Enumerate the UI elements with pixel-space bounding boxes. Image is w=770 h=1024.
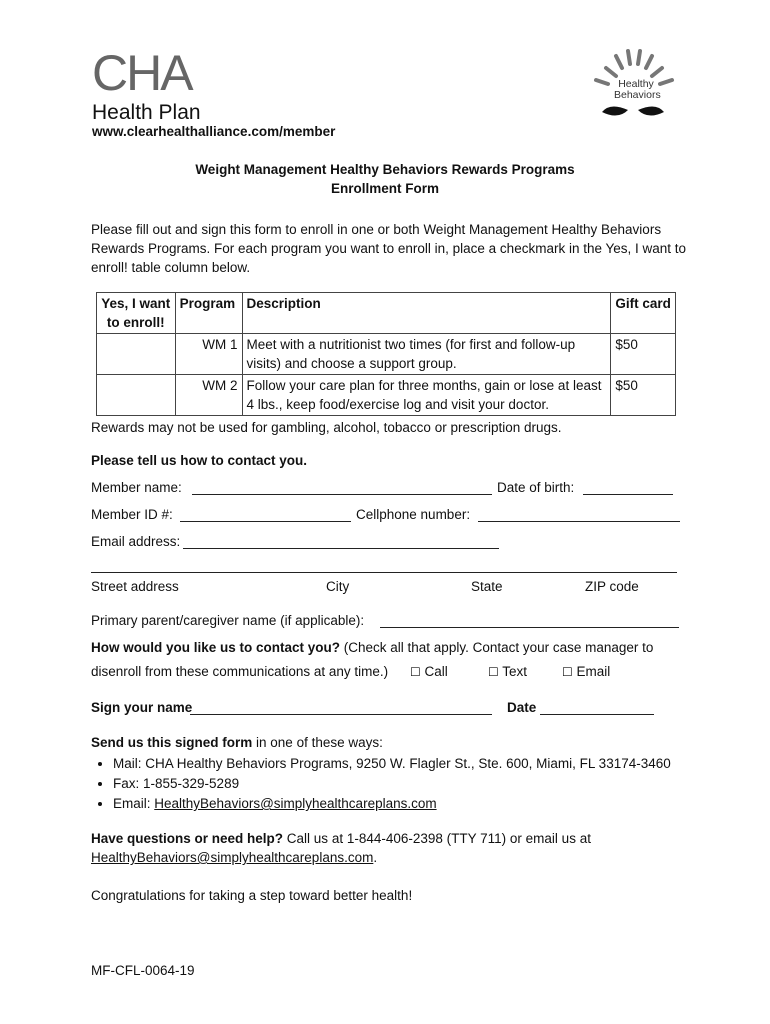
send-heading-line [91,733,383,752]
text-checkbox-icon[interactable]: ☐ [488,665,499,679]
member-name-field[interactable] [192,494,492,495]
send-methods-list [91,754,671,814]
col-header-enroll: Yes, I want to enroll! [97,293,176,334]
send-email-link[interactable]: HealthyBehaviors@simplyhealthcareplans.com [154,796,437,811]
parent-label: Primary parent/caregiver name (if applicable): [91,613,365,628]
sign-date-field[interactable] [540,714,654,715]
email-label: Email address: [91,534,181,549]
state-label: State [471,579,503,594]
email-option[interactable] [562,662,610,682]
sign-label: Sign your name [91,700,193,715]
sign-date-label: Date [507,700,537,715]
email-checkbox-icon[interactable]: ☐ [562,665,573,679]
col-header-description: Description [242,293,611,334]
call-option-label: Call [424,664,448,679]
help-email-link[interactable]: HealthyBehaviors@simplyhealthcareplans.com [91,850,374,865]
gift-cell: $50 [611,334,676,375]
table-header-row [97,293,676,334]
health-plan-logo-text: Health Plan [92,101,201,124]
contact-heading: Please tell us how to contact you. [91,453,308,468]
send-email-label: Email: [113,796,155,811]
cha-logo: CHA [92,45,192,101]
gift-cell: $50 [611,375,676,416]
email-option-label: Email [576,664,611,679]
help-email-line [91,848,377,867]
send-heading-rest: in one of these ways: [252,735,383,750]
send-heading: Send us this signed form [91,735,253,750]
contact-preference-line1 [91,638,653,657]
zip-label: ZIP code [585,579,639,594]
member-name-label: Member name: [91,480,182,495]
badge-line-1: Healthy [618,78,654,90]
enroll-checkbox-cell-wm1[interactable] [97,334,176,375]
rewards-note: Rewards may not be used for gambling, alcohol, tobacco or prescription drugs. [91,420,562,435]
program-table [96,292,676,416]
col-header-gift-card: Gift card [611,293,676,334]
contact-preference-line2: disenroll from these communications at any time.) [91,664,389,679]
contact-preference-note: (Check all that apply. Contact your case manager to [340,640,654,655]
parent-field[interactable] [380,627,679,628]
cellphone-label: Cellphone number: [356,507,471,522]
footer-form-code: MF-CFL-0064-19 [91,963,195,978]
description-cell: Meet with a nutritionist two times (for first and follow-up visits) and choose a support group. [242,334,611,375]
table-row [97,375,676,416]
help-period: . [373,850,378,865]
col-header-program: Program [175,293,242,334]
text-option-label: Text [502,664,528,679]
dob-field[interactable] [583,494,673,495]
address-field[interactable] [91,572,677,573]
program-cell: WM 1 [175,334,242,375]
dob-label: Date of birth: [497,480,575,495]
send-mail-item: • Mail: CHA Healthy Behaviors Programs, 9250 W. Flagler St., Ste. 600, Miami, FL 33174-3460 [113,754,671,774]
form-title: Weight Management Healthy Behaviors Rewards Programs [195,162,575,177]
email-field[interactable] [183,548,499,549]
intro-paragraph: Please fill out and sign this form to enroll in one or both Weight Management Healthy Behaviors Rewards Programs. For each program you want to enroll in, place a checkmark in the Yes, I want to enroll! table column below. [91,222,687,275]
member-id-field[interactable] [180,521,351,522]
program-cell: WM 2 [175,375,242,416]
send-fax-item: • Fax: 1-855-329-5289 [113,774,671,794]
help-heading: Have questions or need help? [91,831,284,846]
contact-preference-question: How would you like us to contact you? [91,640,341,655]
badge-line-2: Behaviors [614,89,661,101]
help-line [91,829,591,848]
member-url[interactable]: www.clearhealthalliance.com/member [92,124,336,139]
enroll-checkbox-cell-wm2[interactable] [97,375,176,416]
closing-message: Congratulations for taking a step toward better health! [91,888,413,903]
street-label: Street address [91,579,179,594]
send-email-item [113,794,671,814]
healthy-behaviors-badge-icon [588,46,678,126]
call-option[interactable] [410,662,448,682]
table-row [97,334,676,375]
form-subtitle: Enrollment Form [330,181,439,196]
cellphone-field[interactable] [478,521,680,522]
text-option[interactable] [488,662,527,682]
city-label: City [326,579,350,594]
call-checkbox-icon[interactable]: ☐ [410,665,421,679]
signature-field[interactable] [190,714,492,715]
description-cell: Follow your care plan for three months, gain or lose at least 4 lbs., keep food/exercise log and visit your doctor. [242,375,611,416]
help-text: Call us at 1-844-406-2398 (TTY 711) or email us at [283,831,591,846]
member-id-label: Member ID #: [91,507,173,522]
